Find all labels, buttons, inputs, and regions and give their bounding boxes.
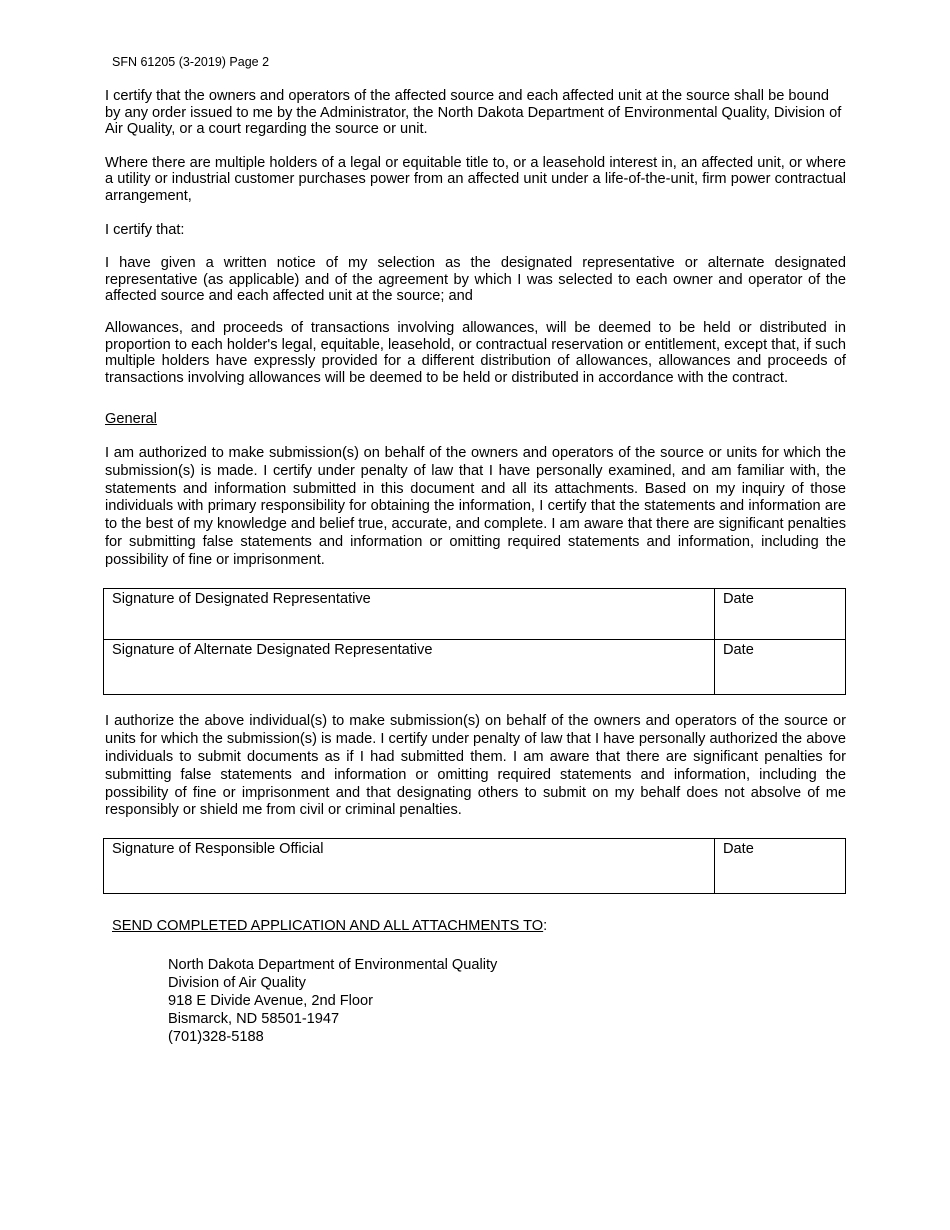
mailing-address	[168, 956, 497, 1046]
address-line-street: 918 E Divide Avenue, 2nd Floor	[168, 993, 373, 1009]
table-row	[104, 640, 846, 695]
authorization-paragraph: I authorize the above individual(s) to make submission(s) on behalf of the owners and operators of the source or units for which the submission(s) is made. I certify under penalty of law that I have personally authorized the above individuals to submit documents as if I had submitted them. I am aware that there are significant penalties for submitting false statements and information or omitting required statements and information, including the possibility of fine or imprisonment and that designating others to submit on my behalf does not absolve of me responsibly or shield me from civil or criminal penalties.	[105, 713, 846, 819]
send-heading: SEND COMPLETED APPLICATION AND ALL ATTACHMENTS TO	[112, 918, 544, 934]
general-heading: General	[105, 411, 157, 428]
form-page-header: SFN 61205 (3-2019) Page 2	[112, 55, 270, 69]
responsible-official-date-field[interactable]: Date	[715, 839, 846, 894]
address-line-phone: (701)328-5188	[168, 1029, 264, 1045]
alternate-representative-date-field[interactable]: Date	[715, 640, 846, 695]
representative-signature-table	[103, 588, 846, 695]
multiple-holders-paragraph: Where there are multiple holders of a legal or equitable title to, or a leasehold interest in, an affected unit, or where a utility or industrial customer purchases power from an affected unit under a life-of-the-unit, firm power contractual arrangement,	[105, 154, 846, 204]
certification-paragraph-1: I certify that the owners and operators of the affected source and each affected unit at the source shall be bound by any order issued to me by the Administrator, the North Dakota Department of Environmental Quality, Division of Air Quality, or a court regarding the source or unit.	[105, 88, 842, 138]
official-signature-table	[103, 838, 846, 894]
address-line-division: Division of Air Quality	[168, 975, 306, 991]
address-line-department: North Dakota Department of Environmental Quality	[168, 957, 498, 973]
allowances-paragraph: Allowances, and proceeds of transactions involving allowances, will be deemed to be held or distributed in proportion to each holder's legal, equitable, leasehold, or contractual reservation or entitlement, except that, if such multiple holders have expressly provided for a different distribution of allowances, allowances and proceeds of transactions involving allowances will be deemed to be held or distributed in accordance with the contract.	[105, 319, 846, 386]
responsible-official-signature-field[interactable]: Signature of Responsible Official	[104, 839, 715, 894]
table-row	[104, 839, 846, 894]
designated-representative-signature-field[interactable]: Signature of Designated Representative	[104, 589, 715, 640]
alternate-representative-signature-field[interactable]: Signature of Alternate Designated Representative	[104, 640, 715, 695]
written-notice-paragraph: I have given a written notice of my selection as the designated representative or alternate designated representative (as applicable) and of the agreement by which I was selected to each owner and operator of the affected source and each affected unit at the source; and	[105, 255, 846, 305]
certify-that-line: I certify that:	[105, 221, 185, 238]
address-line-city: Bismarck, ND 58501-1947	[168, 1011, 340, 1027]
send-instructions	[112, 918, 547, 934]
send-heading-colon: :	[543, 918, 548, 934]
designated-representative-date-field[interactable]: Date	[715, 589, 846, 640]
table-row	[104, 589, 846, 640]
general-certification-paragraph: I am authorized to make submission(s) on behalf of the owners and operators of the source or units for which the submission(s) is made. I certify under penalty of law that I have personally examined, and am familiar with, the statements and information submitted in this document and all its attachments. Based on my inquiry of those individuals with primary responsibility for obtaining the information, I certify that the statements and information are to the best of my knowledge and belief true, accurate, and complete. I am aware that there are significant penalties for submitting false statements and information or omitting required statements and information, including the possibility of fine or imprisonment.	[105, 444, 846, 568]
form-body	[105, 88, 846, 894]
